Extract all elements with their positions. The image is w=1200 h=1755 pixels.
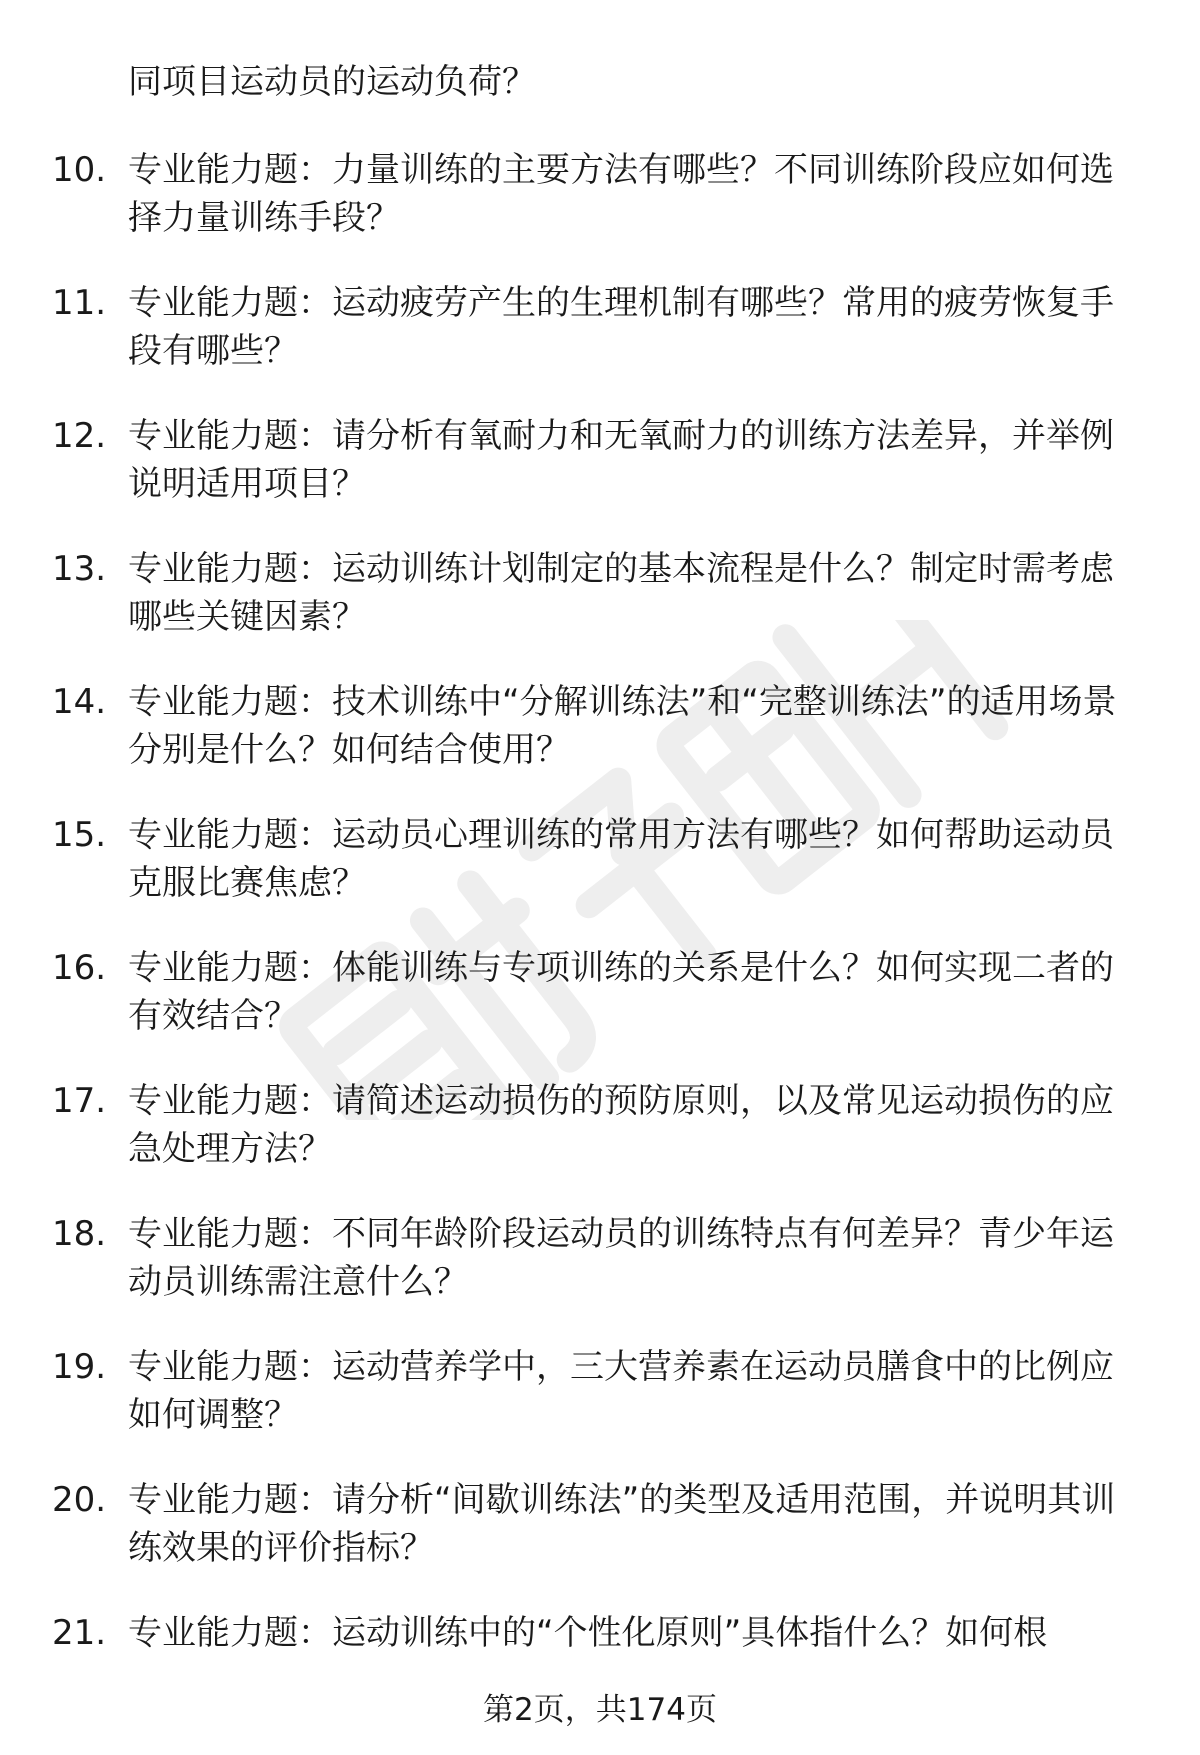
question-text: 专业能力题：体能训练与专项训练的关系是什么？如何实现二者的有效结合？ xyxy=(128,948,1114,1036)
question-text: 专业能力题：请分析有氧耐力和无氧耐力的训练方法差异，并举例说明适用项目？ xyxy=(128,416,1114,504)
question-number: 20. xyxy=(52,1480,107,1520)
question-list xyxy=(0,146,1200,1742)
page-footer: 第2页，共174页 xyxy=(483,1692,717,1728)
question-number: 15. xyxy=(52,815,107,855)
list-item xyxy=(0,1343,1200,1439)
question-text: 专业能力题：不同年龄阶段运动员的训练特点有何差异？青少年运动员训练需注意什么？ xyxy=(128,1214,1114,1302)
list-item xyxy=(0,279,1200,375)
list-item xyxy=(0,1476,1200,1572)
question-text: 专业能力题：技术训练中“分解训练法”和“完整训练法”的适用场景分别是什么？如何结合使用？ xyxy=(128,682,1117,770)
list-item xyxy=(0,811,1200,907)
question-text: 专业能力题：运动训练计划制定的基本流程是什么？制定时需考虑哪些关键因素？ xyxy=(128,549,1114,637)
question-number: 18. xyxy=(52,1214,107,1254)
question-number: 21. xyxy=(52,1613,107,1653)
list-item xyxy=(0,545,1200,641)
question-number: 19. xyxy=(52,1347,107,1387)
question-number: 14. xyxy=(52,682,107,722)
question-text: 专业能力题：运动疲劳产生的生理机制有哪些？常用的疲劳恢复手段有哪些？ xyxy=(128,283,1114,371)
question-text: 专业能力题：请分析“间歇训练法”的类型及适用范围，并说明其训练效果的评价指标？ xyxy=(128,1480,1116,1568)
question-text: 专业能力题：请简述运动损伤的预防原则，以及常见运动损伤的应急处理方法？ xyxy=(128,1081,1114,1169)
list-item xyxy=(0,678,1200,774)
list-item xyxy=(0,412,1200,508)
list-item xyxy=(0,944,1200,1040)
question-text: 专业能力题：运动训练中的“个性化原则”具体指什么？如何根 xyxy=(128,1613,1048,1653)
question-number: 16. xyxy=(52,948,107,988)
question-number: 13. xyxy=(52,549,107,589)
list-item xyxy=(0,146,1200,242)
list-item xyxy=(0,1210,1200,1306)
question-text: 专业能力题：运动员心理训练的常用方法有哪些？如何帮助运动员克服比赛焦虑？ xyxy=(128,815,1114,903)
question-text: 专业能力题：力量训练的主要方法有哪些？不同训练阶段应如何选择力量训练手段？ xyxy=(128,150,1114,238)
question-number: 11. xyxy=(52,283,107,323)
question-number: 12. xyxy=(52,416,107,456)
question-number: 17. xyxy=(52,1081,107,1121)
question-continuation: 同项目运动员的运动负荷？ xyxy=(128,62,536,102)
question-number: 10. xyxy=(52,150,107,190)
question-text: 专业能力题：运动营养学中，三大营养素在运动员膳食中的比例应如何调整？ xyxy=(128,1347,1114,1435)
list-item xyxy=(0,1077,1200,1173)
